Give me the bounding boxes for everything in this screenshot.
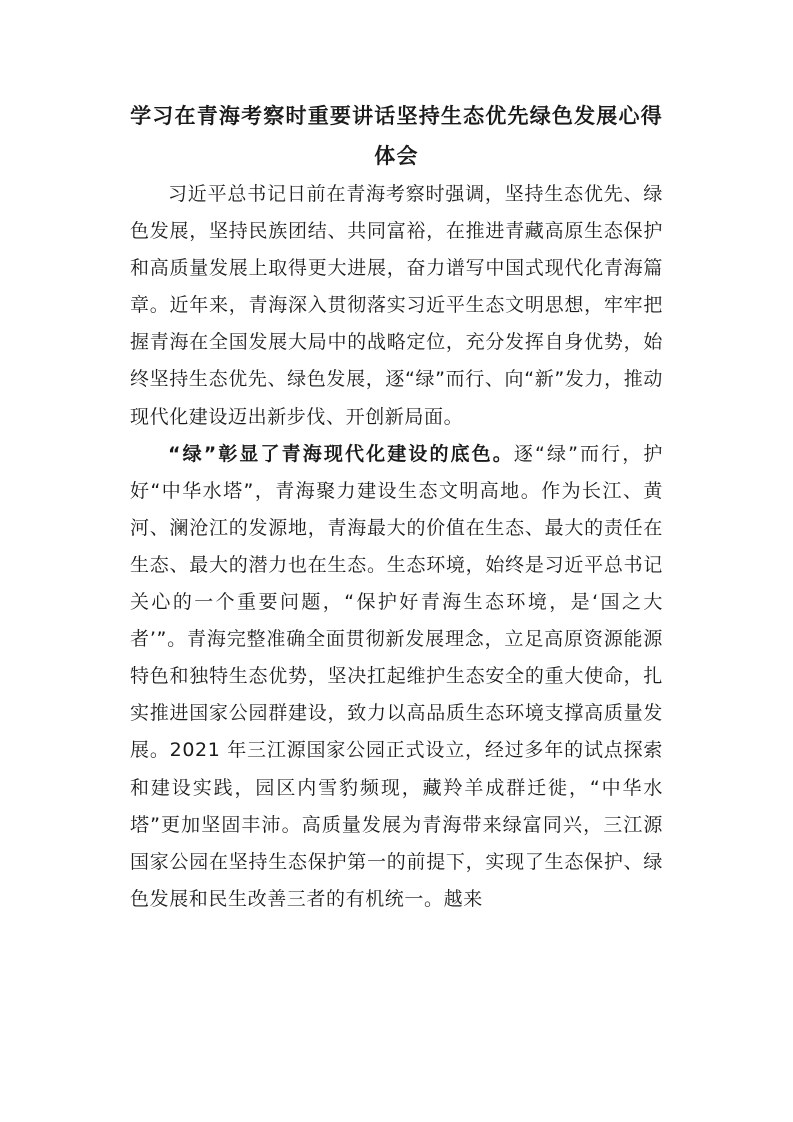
paragraph-green <box>130 436 663 918</box>
paragraph-text: 习近平总书记日前在青海考察时强调，坚持生态优先、绿色发展，坚持民族团结、共同富裕，在推进青藏高原生态保护和高质量发展上取得更大进展，奋力谱写中国式现代化青海篇章。近年来，青海深入贯彻落实习近平生态文明思想，牢牢把握青海在全国发展大局中的战略定位，充分发挥自身优势，始终坚持生态优先、绿色发展，逐“绿”而行、向“新”发力，推动现代化建设迈出新步伐、开创新局面。 <box>130 183 663 428</box>
paragraph-text: 逐“绿”而行，护好“中华水塔”，青海聚力建设生态文明高地。作为长江、黄河、澜沧江的发源地，青海最大的价值在生态、最大的责任在生态、最大的潜力也在生态。生态环境，始终是习近平总书记关心的一个重要问题，“保护好青海生态环境，是‘国之大者’”。青海完整准确全面贯彻新发展理念，立足高原资源能源特色和独特生态优势，坚决扛起维护生态安全的重大使命，扎实推进国家公园群建设，致力以高品质生态环境支撑高质量发展。2021 年三江源国家公园正式设立，经过多年的试点探索和建设实践，园区内雪豹频现，藏羚羊成群迁徙，“中华水塔”更加坚固丰沛。高质量发展为青海带来绿富同兴，三江源国家公园在坚持生态保护第一的前提下，实现了生态保护、绿色发展和民生改善三者的有机统一。越来 <box>130 442 663 910</box>
paragraph-lead-heading: “绿”彰显了青海现代化建设的底色。 <box>168 442 514 465</box>
paragraph-intro <box>130 176 663 436</box>
document-title: 学习在青海考察时重要讲话坚持生态优先绿色发展心得体会 <box>130 104 663 168</box>
document-page <box>130 96 663 918</box>
